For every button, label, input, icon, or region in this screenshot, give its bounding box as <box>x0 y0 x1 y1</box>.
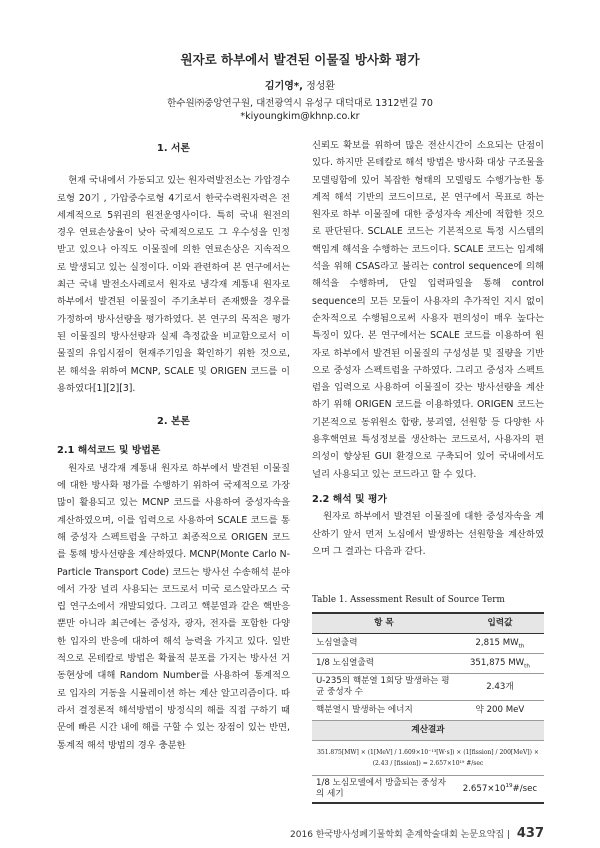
formula-row <box>312 741 544 776</box>
row-item: 노심열출력 <box>312 634 456 654</box>
left-column <box>57 140 290 754</box>
result-row <box>312 776 544 804</box>
row-value: 약 200 MeV <box>456 701 544 721</box>
body-heading: 2. 본론 <box>157 416 190 428</box>
table-row <box>312 654 544 674</box>
page-footer <box>290 826 544 841</box>
subsection-2-1-paragraph: 원자로 냉각재 계통내 원자로 하부에서 발견된 이물질에 대한 방사화 평가를 수행하기 위하여 국제적으로 가장 많이 활용되고 있는 MCNP 코드를 사용하여 중성자속을 계산하였으며, 이를 입력으로 사용하여 SCALE 코드를 통해 중성자 스펙트럼을 구하고 최종적으로 ORIGEN 코드를 통해 방사선량을 계산하였다. MCNP(Monte Carlo N-Particle Transport Code) 코드는 방사선 수송해석 분야에서 가장 널리 사용되는 코드로서 미국 로스알라모스 국립 연구소에서 개발되었다. 그리고 핵분열과 같은 핵반응 뿐만 아니라 최근에는 중성자, 광자, 전자를 포함한 다양한 입자의 반응에 대하여 해석 능력을 가지고 있다. 일반적으로 몬테칼로 방법은 확률적 분포를 가지는 방사선 거동현상에 대해 Random Number를 사용하여 통계적으로 입자의 거동을 시뮬레이션 하는 계산 알고리즘이다. 따라서 결정론적 해석방법이 방정식의 해를 직접 구하기 때문에 빠른 시간 내에 해를 구할 수 있는 장점이 있는 반면, 통계적 해석 방법의 경우 충분한 <box>57 462 290 751</box>
journal-name: 2016 한국방사성폐기물학회 춘계학술대회 논문요약집 <box>290 830 505 840</box>
paper-title: 원자로 하부에서 발견된 이물질 방사화 평가 <box>180 52 420 67</box>
footer-separator: | <box>504 830 513 840</box>
result-value: $2.657\times 10^{19}\#/\sec$ <box>456 776 544 804</box>
table-caption: Table 1. Assessment Result of Source Term <box>312 595 505 605</box>
row-item: 1/8 노심열출력 <box>312 654 456 674</box>
row-value: 2.43개 <box>456 674 544 701</box>
author-email: *kiyoungkim@khnp.co.kr <box>240 111 360 122</box>
table-row <box>312 634 544 654</box>
author-co: 정성환 <box>302 81 336 92</box>
table-row <box>312 674 544 701</box>
row-item: U-235의 핵분열 1회당 발생하는 평균 중성자 수 <box>312 674 456 701</box>
table-header-value: 입력값 <box>456 613 544 634</box>
subsection-2-1-heading: 2.1 해석코드 및 방법론 <box>57 445 161 457</box>
affiliation: 한수원㈜중앙연구원, 대전광역시 유성구 대덕대로 1312번길 70 <box>167 98 433 109</box>
author-line <box>0 77 600 92</box>
source-term-table <box>312 612 544 804</box>
calc-header-row <box>312 721 544 741</box>
row-item: 핵분열시 발생하는 에너지 <box>312 701 456 721</box>
table-header-item: 항 목 <box>312 613 456 634</box>
right-column-paragraph: 신뢰도 확보를 위하여 많은 전산시간이 소요되는 단점이 있다. 하지만 몬테칼로 해석 방법은 방사화 대상 구조물을 모델링함에 있어 복잡한 형태의 모델링도 수행가능한 통계적 해석 기반의 코드이므로, 본 연구에서 목표로 하는 원자로 하부 이물질에 대한 중성자속 계산에 적합한 것으로 판단된다. SCLALE 코드는 기본적으로 특정 시스템의 핵임계 해석을 수행하는 코드이다. SCALE 코드는 임계해석을 위해 CSAS라고 불리는 control sequence에 의해 해석을 수행하며, 단일 입력파일을 통해 control sequence의 모든 모듈이 사용자의 추가적인 지시 없이 순차적으로 수행됨으로써 사용자 편의성이 매우 높다는 특징이 있다. 본 연구에서는 SCALE 코드를 이용하여 원자로 하부에서 발견된 이물질의 구성성분 및 질량을 기반으로 중성자 스펙트럼을 구하였다. 그리고 중성자 스펙트럼을 입력으로 사용하여 이물질이 갖는 방사선량을 계산하기 위해 ORIGEN 코드를 이용하였다. ORIGEN 코드는 기본적으로 동위원소 합량, 붕괴열, 선원항 등 다양한 사용후핵연료 특성정보를 생산하는 코드로서, 사용자의 편의성이 향상된 GUI 환경으로 구축되어 있어 국내에서도 널리 사용되고 있는 코드라고 할 수 있다. <box>312 140 544 480</box>
table-row <box>312 701 544 721</box>
formula: 351.875[MW] × (1[MeV] / 1.609×10⁻¹³[W·s]) × (1[fission] / 200[MeV]) × (2.43 / [fission]) = 2.657×10¹⁹ #/sec <box>312 741 544 776</box>
author-main: 김기영*, <box>264 81 303 92</box>
row-value: 351,875 $MW_{th}$ <box>456 654 544 674</box>
calc-label: 계산결과 <box>312 721 544 741</box>
result-item: 1/8 노심모델에서 방출되는 중성자의 세기 <box>312 776 456 804</box>
page-number: 437 <box>516 826 544 841</box>
subsection-2-2-heading: 2.2 해석 및 평가 <box>312 493 387 505</box>
intro-heading: 1. 서론 <box>157 143 190 154</box>
right-column <box>312 137 544 560</box>
subsection-2-2-paragraph: 원자로 하부에서 발견된 이물질에 대한 중성자속을 계산하기 앞서 먼저 노심에서 발생하는 선원항을 계산하였으며 그 결과는 다음과 같다. <box>312 511 544 557</box>
row-value: 2,815 $MW_{th}$ <box>456 634 544 654</box>
intro-paragraph: 현재 국내에서 가동되고 있는 원자력발전소는 가압경수로형 20기 , 가압중수로형 4기로서 한국수력원자력은 전 세계적으로 5위권의 원전운영사이다. 특히 국내 원전의 경우 연료손상율이 낮아 국제적으로도 그 우수성을 인정받고 있으나 아직도 이물질에 의한 연료손상은 지속적으로 발생되고 있는 실정이다. 이와 관련하여 본 연구에서는 최근 국내 발전소사례로서 원자로 냉각재 계통내 원자로 하부에서 발견된 이물질이 주기초부터 존재했을 경우를 가정하여 방사선량을 평가하였다. 본 연구의 목적은 평가된 이물질의 방사선량과 실제 측정값을 비교함으로서 이물질의 유입시점이 현재주기임을 확인하기 위한 것으로, 본 해석을 위하여 MCNP, SCALE 및 ORIGEN 코드를 이용하였다[1][2][3]. <box>57 175 290 394</box>
